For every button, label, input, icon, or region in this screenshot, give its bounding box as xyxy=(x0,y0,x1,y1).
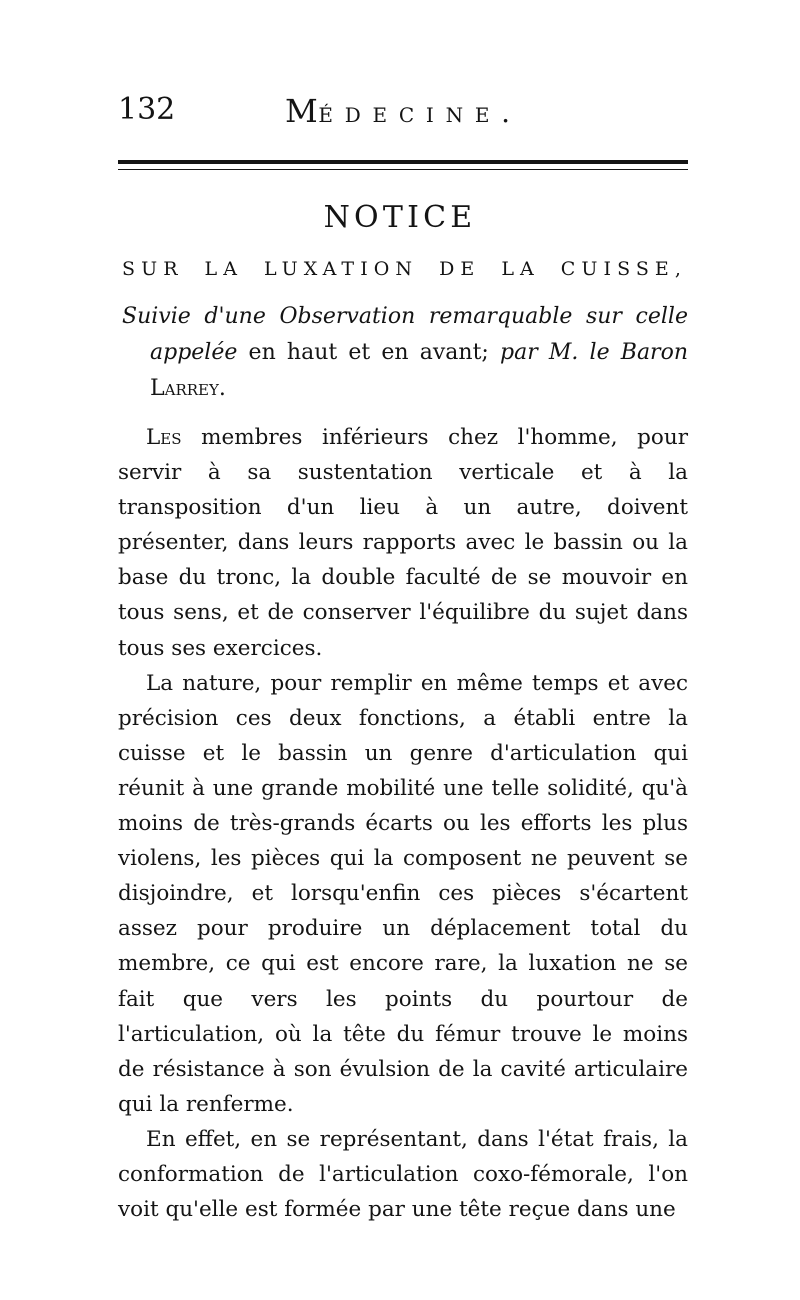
running-head-rest: édecine. xyxy=(318,96,522,129)
paragraph-3-text: En effet, en se représentant, dans l'état frais, la conformation de l'articulation coxo-fémorale, l'on voit qu'elle est formée par une tête reçue dans une xyxy=(118,1126,688,1223)
paragraph-1 xyxy=(118,420,688,666)
byline-author: Larrey. xyxy=(150,376,226,401)
byline-line-2 xyxy=(150,340,688,365)
paragraph-2 xyxy=(118,666,688,1122)
byline-italic-3: par M. le Baron xyxy=(488,340,688,365)
header-rule-thick xyxy=(118,160,688,164)
paragraph-1-lead: Les xyxy=(146,425,182,450)
byline-italic-2: appelée xyxy=(150,340,238,365)
body-text xyxy=(118,420,688,1227)
byline-line-1 xyxy=(122,304,688,329)
byline-italic-1: Suivie d'une Observation remarquable sur celle xyxy=(122,304,688,329)
running-head xyxy=(285,92,522,130)
paragraph-2-text: La nature, pour remplir en même temps et avec précision ces deux fonctions, a établi entre la cuisse et le bassin un genre d'articulation qui réunit à une grande mobilité une telle solidité, qu'à moins de très-grands écarts ou les efforts les plus violens, les pièces qui la composent ne peuvent se disjoindre, et lorsqu'enfin ces pièces s'écartent assez pour produire un déplacement total du membre, ce qui est encore rare, la luxation ne se fait que vers les points du pourtour de l'articulation, où la tête du fémur trouve le moins de résistance à son évulsion de la cavité articulaire qui la renferme. xyxy=(118,670,688,1117)
page-number: 132 xyxy=(118,92,176,127)
notice-title: NOTICE xyxy=(323,200,477,235)
paragraph-1-text: membres inférieurs chez l'homme, pour servir à sa sustentation verticale et à la transposition d'un lieu à un autre, doivent présenter, dans leurs rapports avec le bassin ou la base du tronc, la double faculté de se mouvoir en tous sens, et de conserver l'équilibre du sujet dans tous ses exercices. xyxy=(118,425,688,661)
header-rule-thin xyxy=(118,169,688,170)
byline-roman-2: en haut et en avant; xyxy=(237,340,489,365)
running-head-initial: M xyxy=(285,92,319,130)
paragraph-3 xyxy=(118,1122,688,1227)
notice-subtitle: SUR LA LUXATION DE LA CUISSE, xyxy=(122,258,687,280)
